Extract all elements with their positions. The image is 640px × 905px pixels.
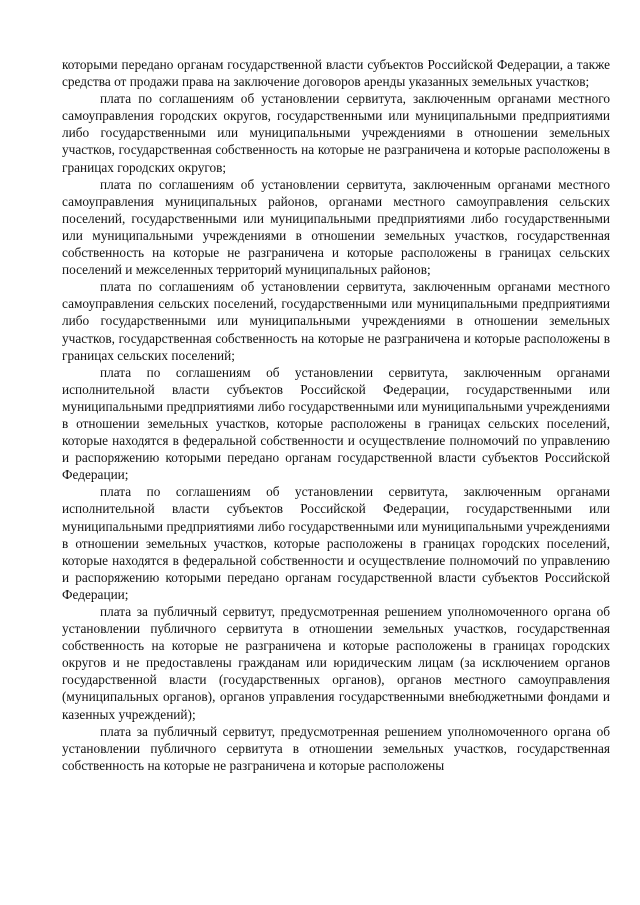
paragraph-public-servitude-partial: плата за публичный сервитут, предусмотренная решением уполномоченного органа об установлении публичного сервитута в отношении земельных участков, государственная собственность на которые не разграничена и которые расположены: [62, 723, 610, 773]
paragraph-servitude-municipal-districts: плата по соглашениям об установлении сервитута, заключенным органами местного самоуправления муниципальных районов, органами местного самоуправления сельских поселений, государственными или муниципальными предприятиями либо государственными или муниципальными учреждениями в отношении земельных участков, государственная собственность на которые не разграничена и которые расположены в границах сельских поселений и межселенных территорий муниципальных районов;: [62, 176, 610, 278]
paragraph-servitude-federal-urban: плата по соглашениям об установлении сервитута, заключенным органами исполнительной власти субъектов Российской Федерации, государственными или муниципальными предприятиями либо государственными или муниципальными учреждениями в отношении земельных участков, которые расположены в границах городских поселений, которые находятся в федеральной собственности и осуществление полномочий по управлению и распоряжению которыми передано органам государственной власти субъектов Российской Федерации;: [62, 484, 610, 602]
document-page: [62, 56, 610, 774]
paragraph-servitude-rural-settlements: плата по соглашениям об установлении сервитута, заключенным органами местного самоуправления сельских поселений, государственными или муниципальными предприятиями либо государственными или муниципальными учреждениями в отношении земельных участков, государственная собственность на которые не разграничена и которые расположены в границах сельских поселений;: [62, 279, 610, 363]
paragraph-servitude-city-districts: плата по соглашениям об установлении сервитута, заключенным органами местного самоуправления городских округов, государственными или муниципальными предприятиями либо государственными или муниципальными учреждениями в отношении земельных участков, государственная собственность на которые не разграничена и которые расположены в границах городских округов;: [62, 91, 610, 175]
paragraph-public-servitude-city-districts: плата за публичный сервитут, предусмотренная решением уполномоченного органа об установлении публичного сервитута в отношении земельных участков, государственная собственность на которые не разграничена и которые расположены в границах городских округов и не предоставлены гражданам или юридическим лицам (за исключением органов государственной власти (государственных органов), органов местного самоуправления (муниципальных органов), органов управления государственными внебюджетными фондами и казенных учреждений);: [62, 604, 610, 722]
paragraph-servitude-federal-rural: плата по соглашениям об установлении сервитута, заключенным органами исполнительной власти субъектов Российской Федерации, государственными или муниципальными предприятиями либо государственными или муниципальными учреждениями в отношении земельных участков, которые расположены в границах сельских поселений, которые находятся в федеральной собственности и осуществление полномочий по управлению и распоряжению которыми передано органам государственной власти субъектов Российской Федерации;: [62, 364, 610, 483]
paragraph-continuation: которыми передано органам государственной власти субъектов Российской Федерации, а также средства от продажи права на заключение договоров аренды указанных земельных участков;: [62, 57, 610, 90]
